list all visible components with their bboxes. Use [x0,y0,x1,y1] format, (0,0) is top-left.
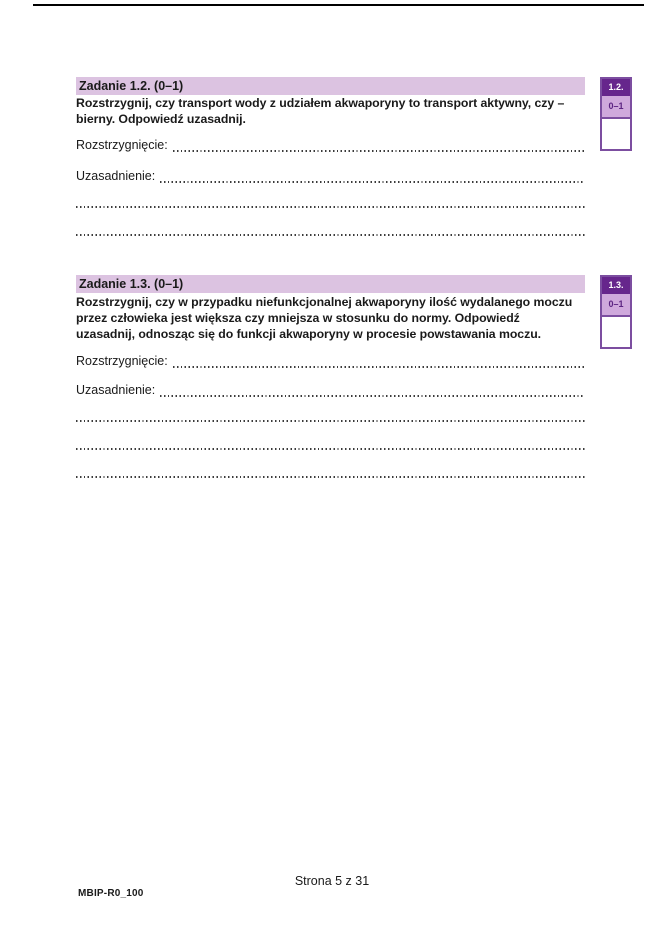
task-1-2-body-line-1: Rozstrzygnij, czy transport wody z udziałem akwaporyny to transport aktywny, czy – [76,96,565,110]
dotted-answer-line [160,181,585,183]
dotted-answer-line [76,420,585,422]
score-box-points-range: 0–1 [602,96,630,117]
score-box-empty-cell [602,315,630,347]
task-1-3-score-box [600,275,632,349]
decision-label: Rozstrzygnięcie: [76,354,168,368]
score-box-task-number: 1.3. [602,277,630,294]
task-1-2-decision-row [76,138,585,153]
dotted-answer-line [160,395,585,397]
score-box-empty-cell [602,117,630,149]
task-1-3-body [76,295,591,342]
form-code: MBIP-R0_100 [78,888,144,899]
task-1-2-body-line-2: bierny. Odpowiedź uzasadnij. [76,111,246,126]
task-1-2-score-box [600,77,632,151]
dotted-answer-line [173,366,585,368]
task-1-3-body-line-1: Rozstrzygnij, czy w przypadku niefunkcjonalnej akwaporyny ilość wydalanego moczu [76,295,573,309]
score-box-points-range: 0–1 [602,294,630,315]
dotted-answer-line [76,234,585,236]
task-1-3-header: Zadanie 1.3. (0–1) [76,275,585,293]
decision-label: Rozstrzygnięcie: [76,138,168,152]
page-number: Strona 5 z 31 [294,874,370,888]
dotted-answer-line [76,206,585,208]
task-1-2-header: Zadanie 1.2. (0–1) [76,77,585,95]
dotted-answer-line [76,476,585,478]
task-1-3-decision-row [76,354,585,369]
task-1-2-body [76,96,591,128]
dotted-answer-line [173,150,585,152]
top-horizontal-rule [33,4,644,6]
justification-label: Uzasadnienie: [76,383,156,397]
task-1-3-body-line-2: przez człowieka jest większa czy mniejsza w stosunku do normy. Odpowiedź [76,310,520,325]
score-box-task-number: 1.2. [602,79,630,96]
task-1-3-body-line-3: uzasadnij, odnosząc się do funkcji akwaporyny w procesie powstawania moczu. [76,326,542,341]
task-1-2-justification-row [76,169,585,184]
justification-label: Uzasadnienie: [76,169,156,183]
task-1-3-justification-row [76,383,585,398]
dotted-answer-line [76,448,585,450]
